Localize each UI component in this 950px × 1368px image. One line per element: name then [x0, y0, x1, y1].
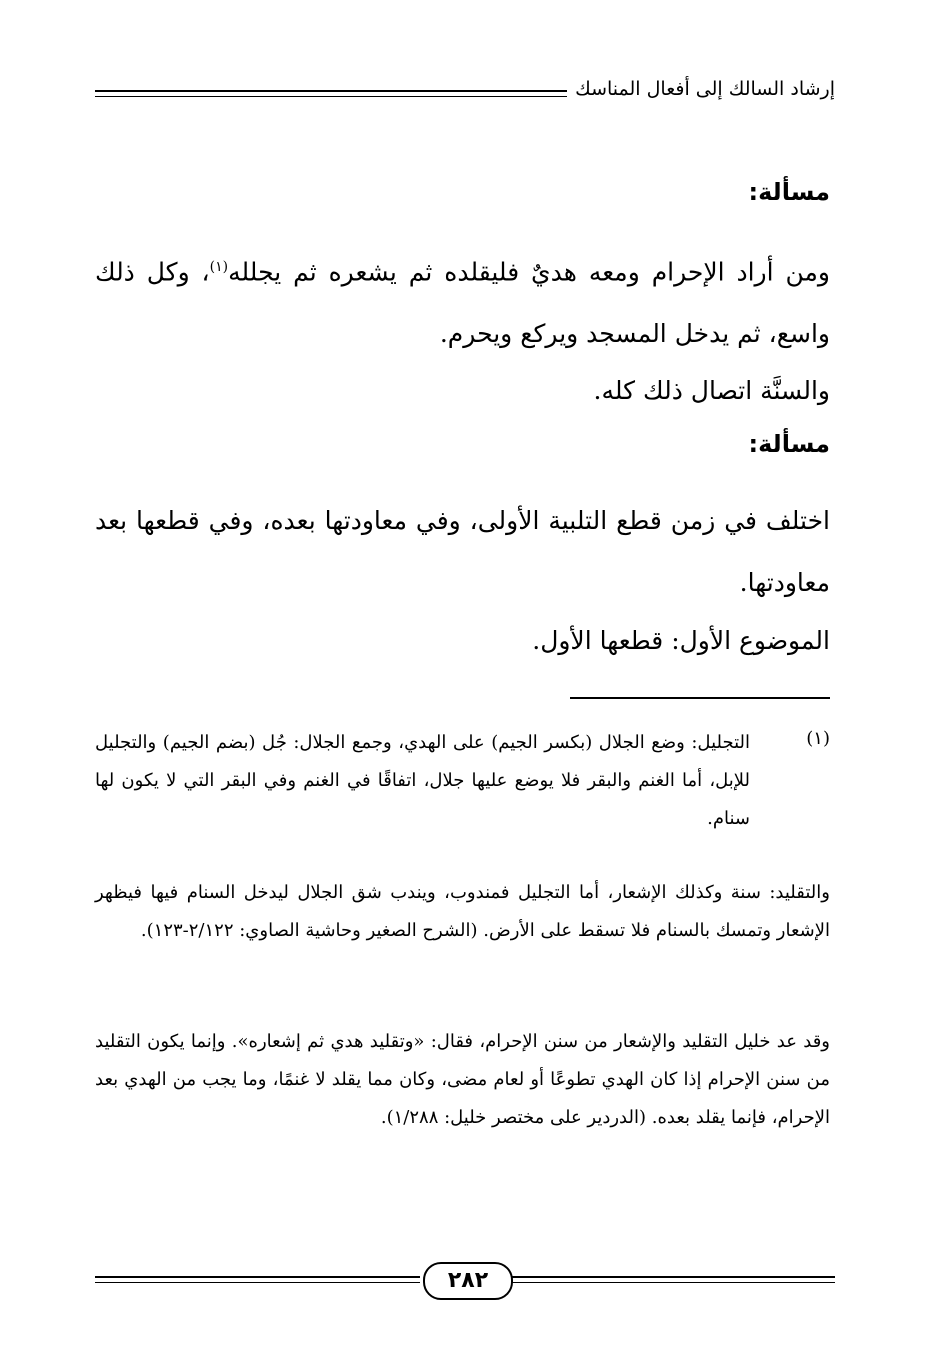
- running-header: [95, 78, 835, 112]
- header-title: إرشاد السالك إلى أفعال المناسك: [575, 78, 835, 100]
- section1-text-part1: ومن أراد الإحرام ومعه هديٌ فليقلده ثم يشعره ثم يجلله: [228, 257, 830, 287]
- footnote-text-2: والتقليد: سنة وكذلك الإشعار، أما التجليل فمندوب، ويندب شق الجلال ليدخل السنام فيها فيظهر الإشعار وتمسك بالسنام فلا تسقط على الأرض. (الشرح الصغير وحاشية الصاوي: ٢/١٢٢-١٢٣).: [95, 882, 830, 941]
- section2-subheading: الموضوع الأول: قطعها الأول.: [532, 626, 830, 655]
- footnote-reference: (١): [209, 259, 229, 275]
- section1-paragraph: [95, 236, 830, 365]
- section-heading-2: مسألة:: [748, 430, 830, 458]
- page-number: ٢٨٢: [423, 1262, 513, 1300]
- header-rule: [95, 90, 567, 97]
- section2-paragraph: اختلف في زمن قطع التلبية الأولى، وفي معاودتها بعده، وفي قطعها بعد معاودتها.: [95, 506, 830, 597]
- section-heading-1: مسألة:: [748, 178, 830, 206]
- footnote-text-3: وقد عد خليل التقليد والإشعار من سنن الإحرام، فقال: «وتقليد هدي ثم إشعاره». وإنما يكون التقليد من سنن الإحرام إذا كان الهدي تطوعًا أو لعام مضى، وكان مما يقلد لا غنمًا، وما يجب من الهدي بعد الإحرام، فإنما يقلد بعده. (الدردير على مختصر خليل: ١/٢٨٨).: [95, 1031, 830, 1128]
- footer-rule-right: [512, 1276, 835, 1283]
- footnote-text-1: التجليل: وضع الجلال (بكسر الجيم) على الهدي، وجمع الجلال: جُل (بضم الجيم) والتجليل للإبل، أما الغنم والبقر فلا يوضع عليها جلال، اتفاقًا في الغنم وفي البقر التي لا يكون لها سنام.: [95, 732, 750, 829]
- page-footer: [95, 1262, 835, 1302]
- footnote-separator: [570, 697, 830, 699]
- section1-text-part2: ، وكل ذلك واسع، ثم يدخل المسجد ويركع ويحرم.: [95, 257, 830, 349]
- section1-paragraph-2: والسنَّة اتصال ذلك كله.: [593, 376, 830, 405]
- footer-rule-left: [95, 1276, 420, 1283]
- footnote-number: (١): [806, 728, 830, 749]
